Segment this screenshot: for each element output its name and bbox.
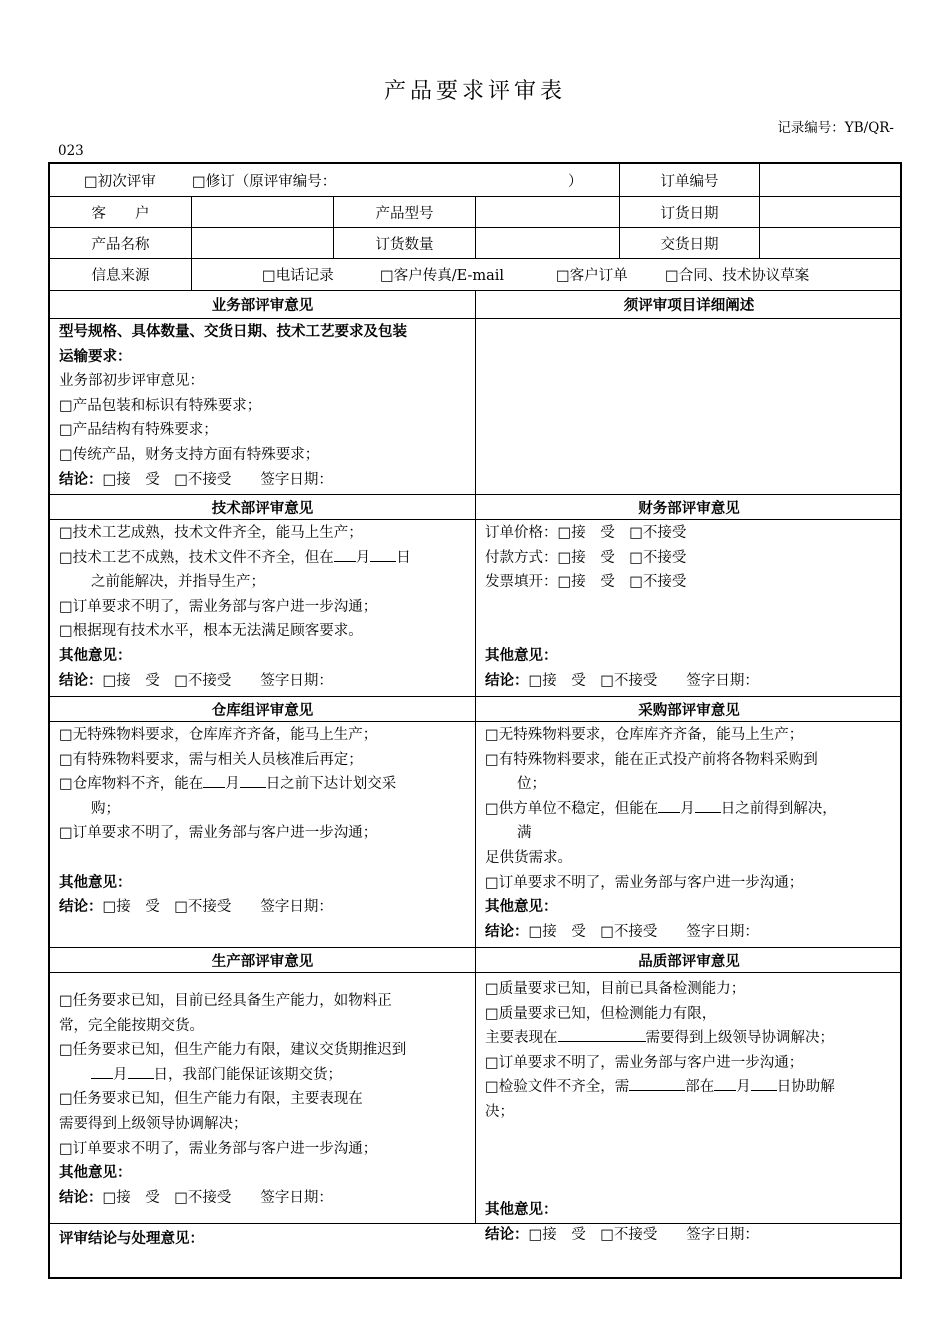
conclusion-options[interactable]: □接 受 □不接受 签字日期： [102, 1189, 333, 1206]
blank-line[interactable] [558, 1027, 646, 1042]
revision-close: ） [568, 173, 583, 190]
fax-checkbox[interactable]: □客户传真/E-mail [380, 268, 505, 284]
production-option-checkbox[interactable]: □任务要求已知，目前已经具备生产能力，如物料正 [59, 993, 392, 1009]
tech-option-checkbox[interactable]: □订单要求不明了，需业务部与客户进一步沟通； [59, 598, 378, 615]
sales-line: 运输要求： [59, 347, 132, 365]
conclusion-options[interactable]: □接 受 □不接受 签字日期： [102, 471, 333, 488]
tech-line: 之前能解决，并指导生产； [91, 574, 265, 591]
other-opinion-label: 其他意见： [59, 1164, 132, 1182]
phone-checkbox[interactable]: □电话记录 [262, 268, 334, 284]
day-label: 日 [396, 549, 411, 566]
blank-line[interactable] [91, 1064, 113, 1079]
sales-option-checkbox[interactable]: □产品包装和标识有特殊要求； [59, 397, 262, 414]
conclusion-label: 结论： [59, 671, 103, 689]
production-line: 日，我部门能保证该期交货； [153, 1066, 342, 1083]
quality-line: 需要得到上级领导协调解决； [645, 1030, 834, 1047]
purchase-option-checkbox[interactable]: □供方单位不稳定，但能在 [485, 800, 659, 817]
tech-review-title: 技术部评审意见 [211, 499, 314, 517]
blank-line[interactable] [658, 798, 680, 813]
blank-line[interactable] [203, 773, 225, 788]
tech-option-checkbox[interactable]: □根据现有技术水平，根本无法满足顾客要求。 [59, 623, 363, 640]
conclusion-label: 结论： [485, 1225, 529, 1243]
production-option-checkbox[interactable]: □任务要求已知，但生产能力有限，建议交货期推迟到 [59, 1042, 407, 1059]
delivery-date-label: 交货日期 [660, 236, 719, 253]
po-checkbox[interactable]: □客户订单 [556, 268, 628, 284]
production-review-title: 生产部评审意见 [211, 952, 314, 970]
production-line: 需要得到上级领导协调解决； [59, 1115, 248, 1132]
finance-option[interactable]: 订单价格：□接 受 □不接受 [485, 525, 687, 541]
blank-line[interactable] [128, 1064, 154, 1079]
page-title: 产品要求评审表 [383, 79, 566, 104]
blank-line[interactable] [370, 547, 396, 562]
purchase-option-checkbox[interactable]: □有特殊物料要求，能在正式投产前将各物料采购到 [485, 751, 818, 768]
sales-option-checkbox[interactable]: □传统产品，财务支持方面有特殊要求； [59, 446, 320, 463]
month-label: 月 [680, 800, 695, 817]
sales-line: 业务部初步评审意见： [59, 373, 204, 390]
finance-option[interactable]: 付款方式：□接 受 □不接受 [485, 549, 687, 566]
month-label: 月 [113, 1066, 128, 1083]
order-date-label: 订货日期 [660, 205, 719, 222]
conclusion-label: 结论： [485, 671, 529, 689]
sales-line: 型号规格、具体数量、交货日期、技术工艺要求及包装 [59, 323, 407, 340]
quality-line: 决； [485, 1103, 514, 1120]
purchase-line: 位； [517, 776, 546, 793]
blank-line[interactable] [751, 1076, 777, 1091]
conclusion-options[interactable]: □接 受 □不接受 签字日期： [528, 1226, 759, 1243]
quality-line: 部在 [685, 1079, 715, 1096]
revision-checkbox[interactable]: □修订（原评审编号： [192, 173, 337, 190]
other-opinion-label: 其他意见： [59, 873, 132, 891]
conclusion-options[interactable]: □接 受 □不接受 签字日期： [102, 899, 333, 916]
warehouse-line: 日之前下达计划交采 [265, 776, 397, 793]
sales-review-title: 业务部评审意见 [211, 297, 314, 314]
production-option-checkbox[interactable]: □订单要求不明了，需业务部与客户进一步沟通； [59, 1140, 378, 1157]
finance-review-block [485, 521, 897, 693]
warehouse-option-checkbox[interactable]: □订单要求不明了，需业务部与客户进一步沟通； [59, 825, 378, 842]
warehouse-review-block [59, 723, 471, 920]
production-review-block [59, 989, 471, 1210]
col-divider [475, 196, 476, 258]
tech-option-checkbox[interactable]: □技术工艺不成熟，技术文件不齐全，但在 [59, 549, 334, 566]
order-qty-label: 订货数量 [375, 236, 434, 253]
production-option-checkbox[interactable]: □任务要求已知，但生产能力有限，主要表现在 [59, 1091, 363, 1108]
purchase-line: 满 [517, 825, 532, 842]
review-form [48, 162, 902, 1279]
col-divider [475, 290, 476, 1223]
purchase-review-block [485, 723, 897, 944]
quality-review-block [485, 977, 897, 1248]
quality-line: 日协助解 [776, 1079, 835, 1096]
blank-line[interactable] [695, 798, 721, 813]
quality-option-checkbox[interactable]: □质量要求已知，但检测能力有限， [485, 1005, 717, 1022]
col-divider [759, 164, 760, 258]
conclusion-options[interactable]: □接 受 □不接受 签字日期： [528, 672, 759, 689]
production-line: 常，完全能按期交货。 [59, 1017, 204, 1034]
blank-line[interactable] [334, 547, 356, 562]
month-label: 月 [736, 1079, 751, 1096]
conclusion-options[interactable]: □接 受 □不接受 签字日期： [528, 923, 759, 940]
conclusion-label: 结论： [59, 1188, 103, 1206]
blank-line[interactable] [714, 1076, 736, 1091]
warehouse-option-checkbox[interactable]: □有特殊物料要求，需与相关人员核准后再定； [59, 751, 363, 768]
finance-review-title: 财务部评审意见 [638, 499, 740, 517]
month-label: 月 [355, 549, 371, 566]
blank-line[interactable] [240, 773, 266, 788]
purchase-option-checkbox[interactable]: □无特殊物料要求，仓库库齐齐备，能马上生产； [485, 727, 804, 743]
finance-option[interactable]: 发票填开：□接 受 □不接受 [485, 574, 687, 591]
product-name-label: 产品名称 [91, 236, 150, 253]
info-source-label: 信息来源 [91, 268, 150, 284]
customer-label: 客 户 [91, 205, 150, 222]
purchase-review-title: 采购部评审意见 [638, 701, 740, 719]
other-opinion-label: 其他意见： [485, 898, 558, 916]
tech-review-block [59, 521, 471, 693]
conclusion-options[interactable]: □接 受 □不接受 签字日期： [102, 672, 333, 689]
sales-review-block [59, 320, 471, 492]
quality-option-checkbox[interactable]: □检验文件不齐全，需 [485, 1079, 630, 1096]
purchase-option-checkbox[interactable]: □订单要求不明了，需业务部与客户进一步沟通； [485, 874, 804, 891]
product-model-label: 产品型号 [375, 205, 434, 222]
record-number: 记录编号：YB/QR- [777, 120, 894, 136]
conclusion-label: 结论： [485, 922, 529, 940]
col-divider [191, 196, 192, 290]
final-conclusion-label: 评审结论与处理意见： [59, 1230, 204, 1247]
quality-option-checkbox[interactable]: □订单要求不明了，需业务部与客户进一步沟通； [485, 1054, 804, 1071]
quality-option-checkbox[interactable]: □质量要求已知，目前已具备检测能力； [485, 981, 746, 997]
sales-option-checkbox[interactable]: □产品结构有特殊要求； [59, 422, 218, 439]
other-opinion-label: 其他意见： [59, 646, 132, 664]
warehouse-review-title: 仓库组评审意见 [211, 701, 314, 719]
purchase-line: 日之前得到解决， [720, 800, 837, 817]
other-opinion-label: 其他意见： [485, 646, 558, 664]
warehouse-line: 购； [91, 800, 120, 817]
conclusion-label: 结论： [59, 898, 103, 916]
other-opinion-label: 其他意见： [485, 1201, 558, 1219]
order-no-label: 订单编号 [660, 173, 719, 190]
warehouse-option-checkbox[interactable]: □仓库物料不齐，能在 [59, 776, 204, 793]
quality-line: 主要表现在 [485, 1030, 558, 1047]
conclusion-label: 结论： [59, 470, 103, 488]
warehouse-option-checkbox[interactable]: □无特殊物料要求，仓库库齐齐备，能马上生产； [59, 727, 378, 743]
blank-line[interactable] [629, 1076, 685, 1091]
contract-checkbox[interactable]: □合同、技术协议草案 [665, 268, 810, 284]
purchase-line: 足供货需求。 [485, 849, 572, 866]
record-number-tail: 023 [58, 143, 84, 159]
detail-title: 须评审项目详细阐述 [623, 297, 755, 314]
quality-review-title: 品质部评审意见 [638, 952, 740, 970]
tech-option-checkbox[interactable]: □技术工艺成熟，技术文件齐全，能马上生产； [59, 525, 363, 541]
month-label: 月 [225, 776, 240, 793]
first-review-checkbox[interactable]: □初次评审 [84, 173, 156, 190]
